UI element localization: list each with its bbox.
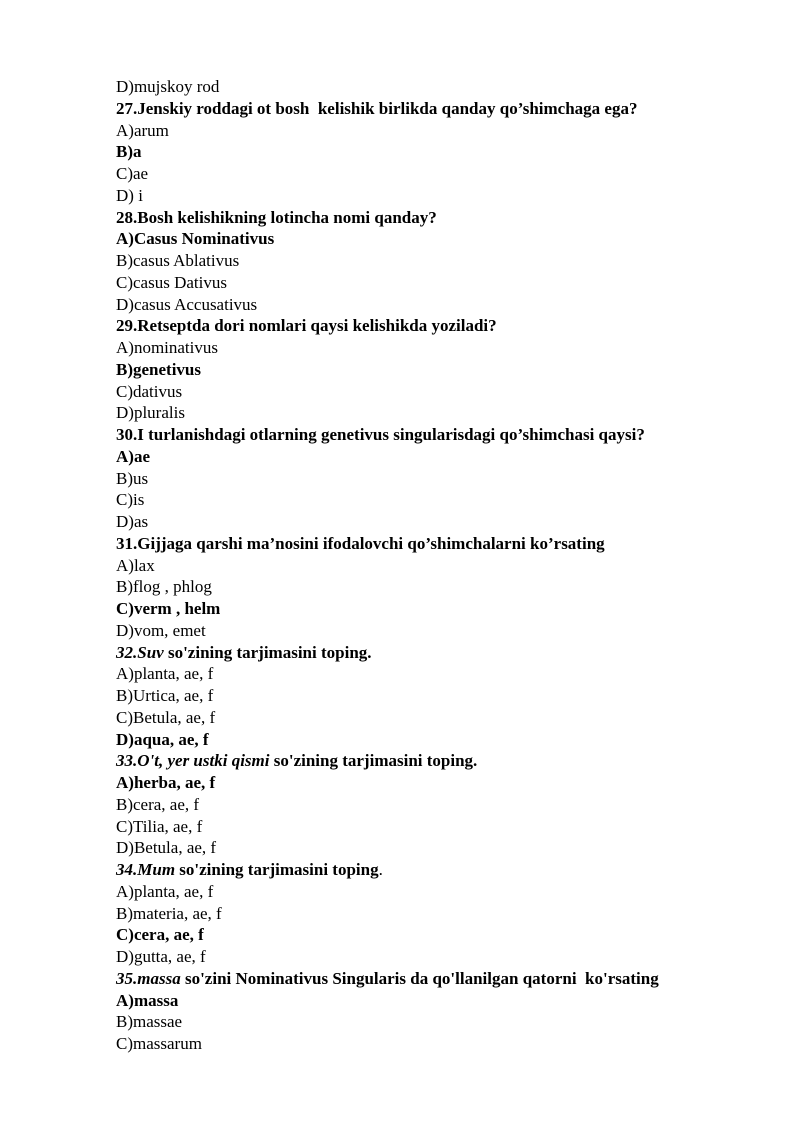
question-line: 29.Retseptda dori nomlari qaysi kelishikda yoziladi? — [116, 316, 497, 336]
correct-answer-option: B)a — [116, 142, 142, 162]
answer-option: D)as — [116, 512, 149, 531]
question-line — [116, 750, 756, 772]
answer-option: B)flog , phlog — [116, 577, 212, 597]
answer-option: B)casus Ablativus — [116, 251, 240, 270]
document-page — [116, 76, 756, 1055]
answer-option: C)dativus — [116, 381, 183, 401]
correct-answer-option: C)verm , helm — [116, 599, 221, 618]
correct-answer-option: B)genetivus — [116, 359, 201, 379]
answer-option: D)Betula, ae, f — [116, 838, 217, 858]
question-term: 34.Mum — [116, 860, 176, 879]
answer-option: D) i — [116, 185, 143, 205]
question-text: so'zini Nominativus Singularis da qo'llanilgan qatorni ko'rsating — [180, 968, 659, 988]
answer-option: C)massarum — [116, 1034, 202, 1053]
answer-option: D)vom, emet — [116, 620, 206, 640]
answer-option: B)us — [116, 468, 149, 488]
question-term: 32.Suv — [116, 642, 164, 662]
answer-option: A)arum — [116, 120, 169, 140]
question-line: 30.I turlanishdagi otlarning genetivus singularisdagi qo’shimchasi qaysi? — [116, 425, 645, 444]
answer-option: B)materia, ae, f — [116, 903, 222, 923]
answer-option: D)mujskoy rod — [116, 77, 220, 96]
answer-option: C)Tilia, ae, f — [116, 816, 203, 836]
question-line — [116, 859, 756, 881]
answer-option: B)Urtica, ae, f — [116, 686, 214, 705]
question-line: 31.Gijjaga qarshi ma’nosini ifodalovchi qo’shimchalarni ko’rsating — [116, 533, 605, 553]
answer-option: A)nominativus — [116, 338, 218, 357]
question-text: so'zining tarjimasini toping — [175, 860, 379, 879]
answer-option: C)casus Dativus — [116, 272, 227, 292]
correct-answer-option: A)ae — [116, 446, 150, 466]
answer-option: A)planta, ae, f — [116, 664, 214, 684]
answer-option: A)lax — [116, 555, 155, 575]
question-line: 28.Bosh kelishikning lotincha nomi qanday? — [116, 207, 437, 227]
question-term: 33.O't, yer ustki qismi — [116, 751, 270, 771]
answer-option: C)ae — [116, 164, 149, 183]
answer-option: D)casus Accusativus — [116, 294, 258, 314]
correct-answer-option: D)aqua, ae, f — [116, 729, 209, 749]
answer-option: A)planta, ae, f — [116, 881, 214, 901]
question-term: 35.massa — [116, 968, 181, 988]
correct-answer-option: A)massa — [116, 990, 179, 1010]
question-text: so'zining tarjimasini toping. — [269, 751, 478, 771]
question-text: so'zining tarjimasini toping. — [163, 642, 372, 662]
question-line — [116, 642, 756, 664]
question-line: 27.Jenskiy roddagi ot bosh kelishik birlikda qanday qo’shimchaga ega? — [116, 98, 638, 118]
answer-option: B)cera, ae, f — [116, 794, 200, 814]
answer-option: D)gutta, ae, f — [116, 947, 206, 966]
answer-option: D)pluralis — [116, 403, 185, 423]
question-line — [116, 968, 756, 990]
answer-option: C)Betula, ae, f — [116, 707, 216, 727]
question-tail: . — [378, 860, 383, 879]
correct-answer-option: A)Casus Nominativus — [116, 229, 275, 249]
answer-option: B)massae — [116, 1012, 183, 1032]
correct-answer-option: C)cera, ae, f — [116, 925, 204, 945]
correct-answer-option: A)herba, ae, f — [116, 773, 216, 792]
answer-option: C)is — [116, 490, 145, 510]
